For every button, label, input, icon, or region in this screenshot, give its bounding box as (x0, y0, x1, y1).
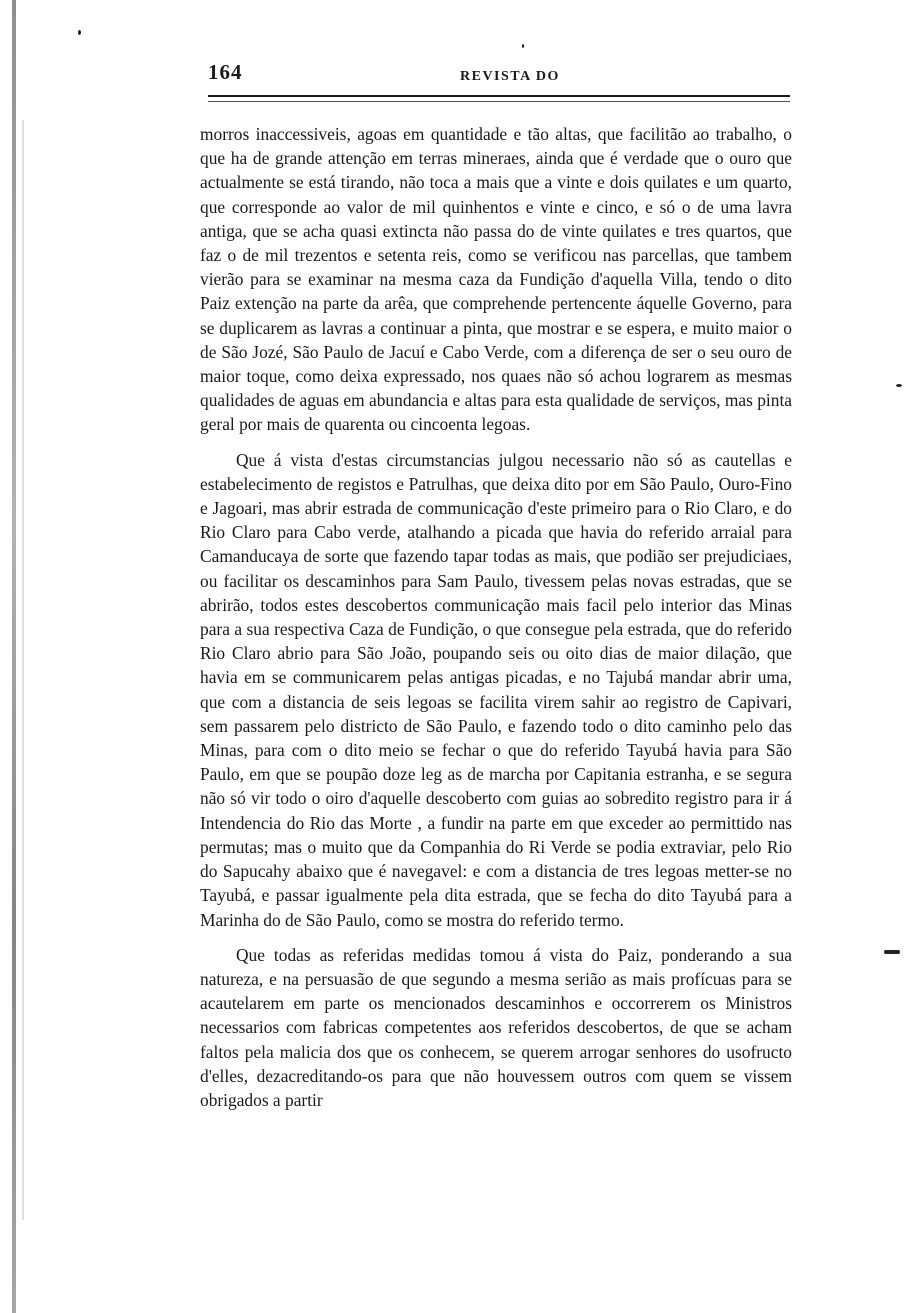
header-rule (208, 95, 790, 102)
binding-shadow (22, 120, 24, 1220)
running-head: REVISTA DO (460, 69, 560, 84)
paragraph: Que á vista d'estas circumstancias julgou necessario não só as cautellas e estabelecimento de registos e Patrulhas, que deixa dito por em São Paulo, Ouro-Fino e Jagoari, mas abrir estrada de communicação d'este primeiro para o Rio Claro, e do Rio Claro para Cabo verde, atalhando a picada que havia do referido arraial para Camanducaya de sorte que fazendo tapar todas as mais, que podião ser prejudiciaes, ou facilitar os descaminhos para Sam Paulo, tivessem pelas novas estradas, que se abrirão, todos estes descobertos communicação mais facil pelo interior das Minas para a sua respectiva Caza de Fundição, o que consegue pela estrada, que do referido Rio Claro abrio para São João, poupando seis ou oito dias de maior dilação, que havia em se communicarem pelas antigas picadas, e no Tajubá mandar abrir uma, que com a distancia de seis legoas se facilita virem sahir ao registro de Capivari, sem passarem pelo districto de São Paulo, e fazendo todo o dito caminho pelo das Minas, para com o dito meio se fechar o que do referido Tayubá havia para São Paulo, em que se poupão doze leg as de marcha por Capitania estranha, e se segura não só vir todo o oiro d'aquelle descoberto com guias ao sobredito registro para ir á Intendencia do Rio das Morte , a fundir na parte em que exceder ao permittido nas permutas; mas o muito que da Companhia do Ri Verde se podia extraviar, pelo Rio do Sapucahy abaixo que é navegavel: e com a distancia de tres legoas metter-se no Tayubá, e passar igualmente pela dita estrada, que se fecha do dito Tayubá para a Marinha do de São Paulo, como se mostra do referido termo. (200, 449, 792, 930)
body-text (200, 122, 792, 1112)
scan-speck (78, 30, 81, 35)
scan-speck (522, 44, 524, 48)
paragraph: Que todas as referidas medidas tomou á vista do Paiz, ponderando a sua natureza, e na persuasão de que segundo a mesma serião as mais profícuas para se acautelarem em parte os mencionados descaminhos e occorrerem os Ministros necessarios com fabricas competentes aos referidos descobertos, de que se acham faltos pela malicia dos que os conhecem, se querem arrogar senhores do usofructo d'elles, dezacreditando-os para que não houvessem outros com quem se vissem obrigados a partir (200, 944, 792, 1110)
paragraph: morros inaccessiveis, agoas em quantidade e tão altas, que facilitão ao trabalho, o que ha de grande attenção em terras mineraes, ainda que é verdade que o ouro que actualmente se está tirando, não toca a mais que a vinte e dois quilates e um quarto, que corresponde ao valor de mil quinhentos e vinte e cinco, e só o de uma lavra antiga, que se acha quasi extincta não passa do de vinte quilates e tres quartos, que faz o de mil trezentos e setenta reis, como se verificou nas parcellas, que tambem vierão para se examinar na mesma caza da Fundição d'aquella Villa, tendo o dito Paiz extenção na parte da arêa, que comprehende pertencente áquelle Governo, para se duplicarem as lavras a continuar a pinta, que mostrar e se espera, e muito maior o de São Jozé, São Paulo de Jacuí e Cabo Verde, com a diferença de ser o seu ouro de maior toque, como deixa expressado, nos quaes não só achou lograrem as mesmas qualidades de aguas em abundancia e altas para esta qualidade de serviços, mas pinta geral por mais de quarenta ou cincoenta legoas. (200, 124, 793, 435)
scan-speck (896, 384, 902, 387)
scan-speck (884, 950, 900, 954)
page-number: 164 (208, 60, 243, 84)
page-header (208, 60, 790, 90)
binding-edge (12, 0, 16, 1313)
